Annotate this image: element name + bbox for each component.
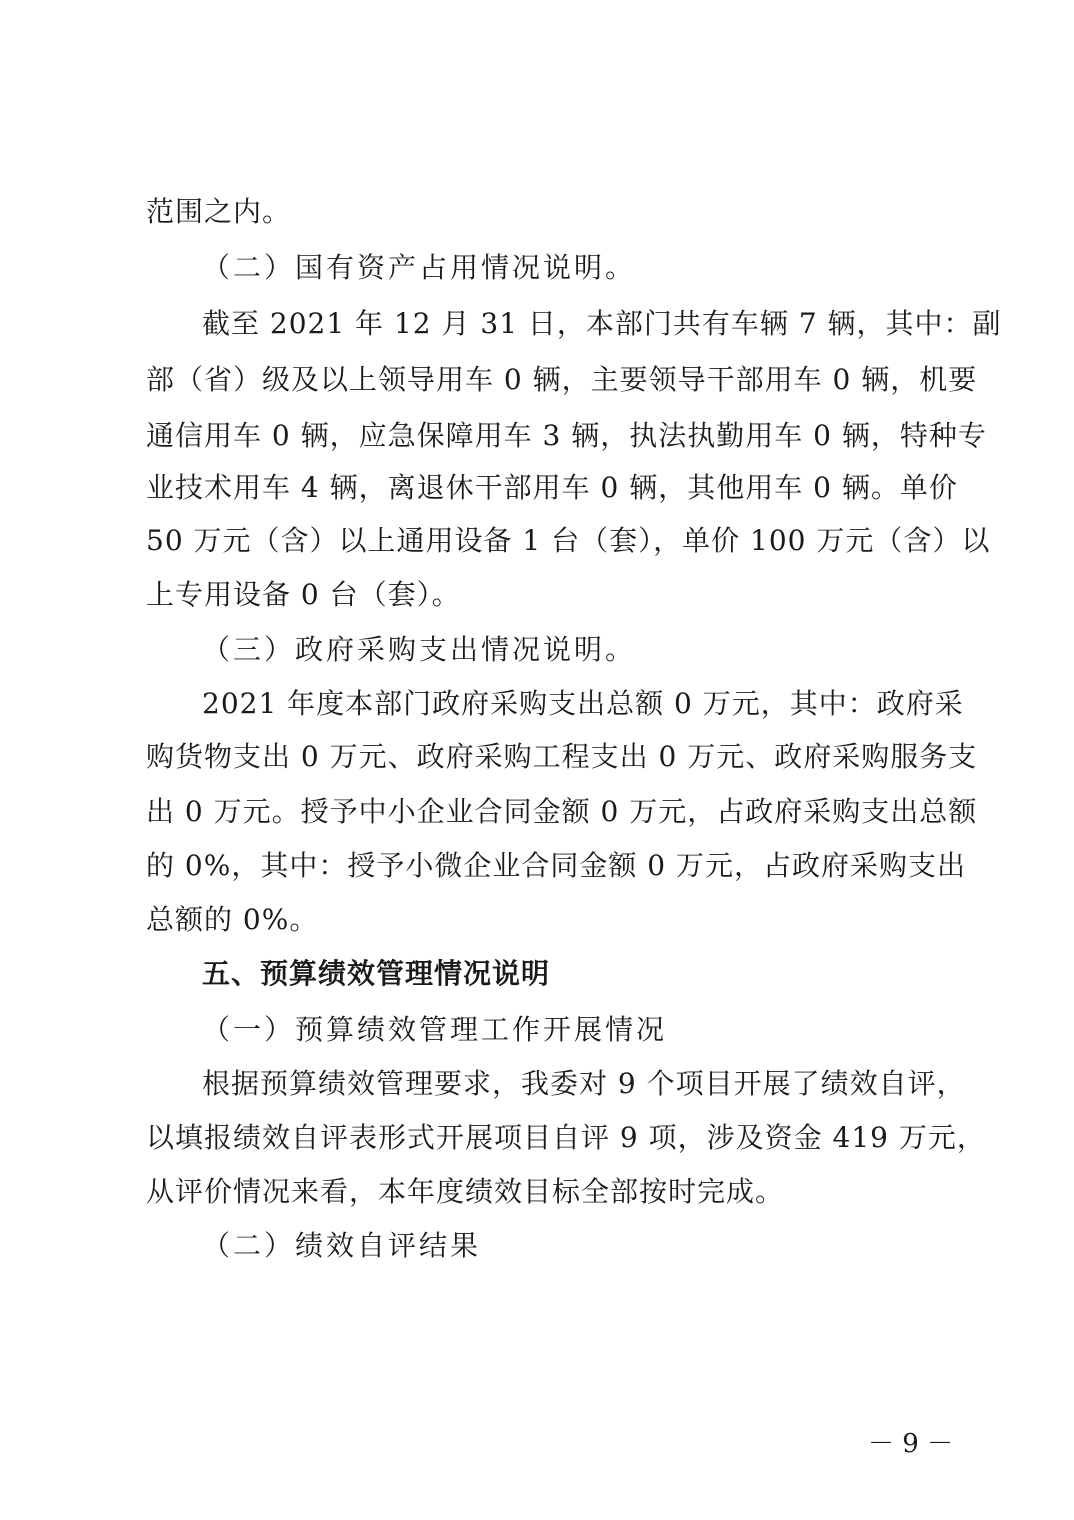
body-text-line: 业技术用车 4 辆，离退休干部用车 0 辆，其他用车 0 辆。单价 <box>146 471 958 504</box>
section-heading: 五、预算绩效管理情况说明 <box>202 957 551 990</box>
page-number: － 9 － <box>868 1429 954 1459</box>
section-subheading: （二）绩效自评结果 <box>202 1229 482 1262</box>
body-text-line: 50 万元（含）以上通用设备 1 台（套），单价 100 万元（含）以 <box>146 524 991 557</box>
body-text-line: 的 0%，其中：授予小微企业合同金额 0 万元，占政府采购支出 <box>146 849 966 882</box>
body-text-line: 2021 年度本部门政府采购支出总额 0 万元，其中：政府采 <box>202 687 964 720</box>
body-text-line: 以填报绩效自评表形式开展项目自评 9 项，涉及资金 419 万元， <box>146 1121 986 1154</box>
body-text-line: 总额的 0%。 <box>146 903 319 936</box>
body-text-line: 截至 2021 年 12 月 31 日，本部门共有车辆 7 辆，其中：副 <box>202 307 1002 340</box>
body-text-line: 上专用设备 0 台（套）。 <box>146 578 461 611</box>
body-text-line: 购货物支出 0 万元、政府采购工程支出 0 万元、政府采购服务支 <box>146 740 978 773</box>
body-text-line: 出 0 万元。授予中小企业合同金额 0 万元，占政府采购支出总额 <box>146 795 978 828</box>
body-text-line: 从评价情况来看，本年度绩效目标全部按时完成。 <box>146 1175 785 1208</box>
body-text-line: 部（省）级及以上领导用车 0 辆，主要领导干部用车 0 辆，机要 <box>146 363 978 396</box>
section-subheading: （三）政府采购支出情况说明。 <box>202 633 637 666</box>
body-text-line: 范围之内。 <box>146 195 292 228</box>
section-subheading: （二）国有资产占用情况说明。 <box>202 251 637 284</box>
section-subheading: （一）预算绩效管理工作开展情况 <box>202 1013 668 1046</box>
body-text-line: 根据预算绩效管理要求，我委对 9 个项目开展了绩效自评， <box>202 1067 966 1100</box>
body-text-line: 通信用车 0 辆，应急保障用车 3 辆，执法执勤用车 0 辆，特种专 <box>146 419 987 452</box>
